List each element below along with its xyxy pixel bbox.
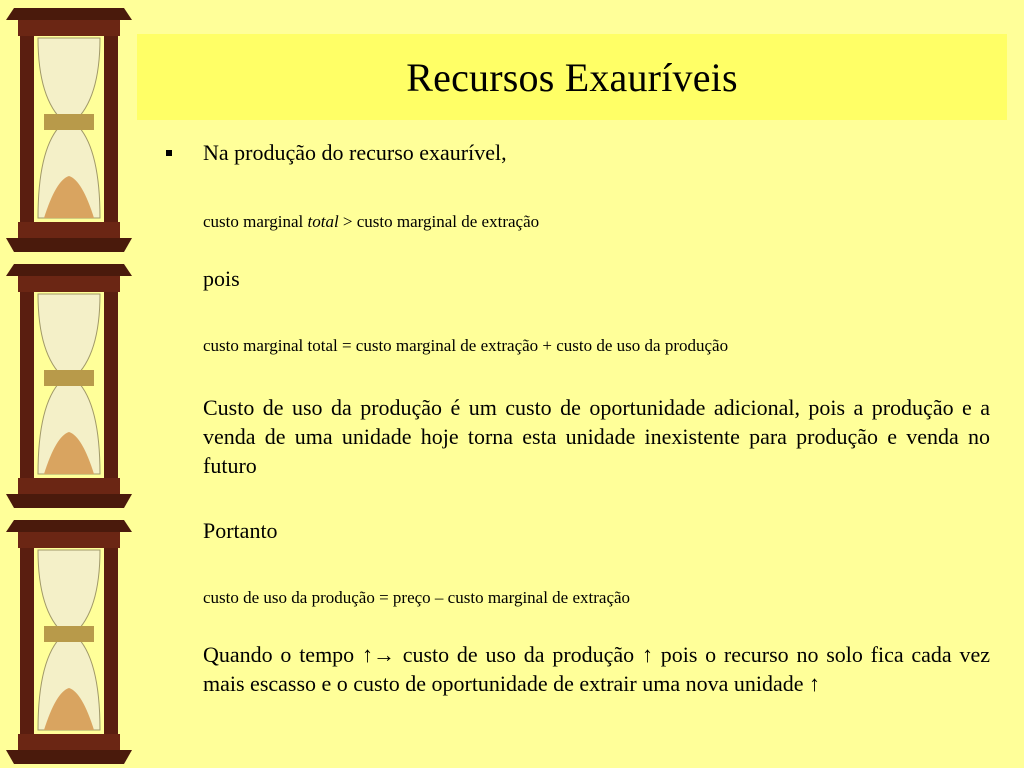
formula-suffix: > custo marginal de extração — [338, 212, 540, 231]
slide-title: Recursos Exauríveis — [406, 54, 738, 100]
connector-pois: pois — [203, 266, 240, 291]
hourglass-icon — [4, 260, 134, 512]
bullet-square-icon — [166, 150, 172, 156]
formula-prefix: custo marginal — [203, 212, 308, 231]
connector-portanto: Portanto — [203, 518, 278, 543]
formula-line-3: custo de uso da produção = preço – custo marginal de extração — [203, 588, 631, 607]
paragraph-quando-o-tempo: Quando o tempo ↑→ custo de uso da produção ↑ pois o recurso no solo fica cada vez mais escasso e o custo de oportunidade de extrair uma nova unidade ↑ — [203, 642, 990, 696]
hourglass-decoration — [0, 0, 140, 768]
hourglass-icon — [4, 516, 134, 768]
formula-line-1 — [203, 212, 990, 232]
formula-italic: total — [307, 212, 339, 231]
title-bar — [137, 34, 1007, 120]
bullet-text: Na produção do recurso exaurível, — [203, 140, 507, 165]
formula-line-2: custo marginal total = custo marginal de extração + custo de uso da produção — [203, 336, 729, 355]
hourglass-icon — [4, 4, 134, 256]
paragraph-custo-de-uso: Custo de uso da produção é um custo de oportunidade adicional, pois a produção e a venda de uma unidade hoje torna esta unidade inexistente para produção e venda no futuro — [203, 395, 990, 478]
